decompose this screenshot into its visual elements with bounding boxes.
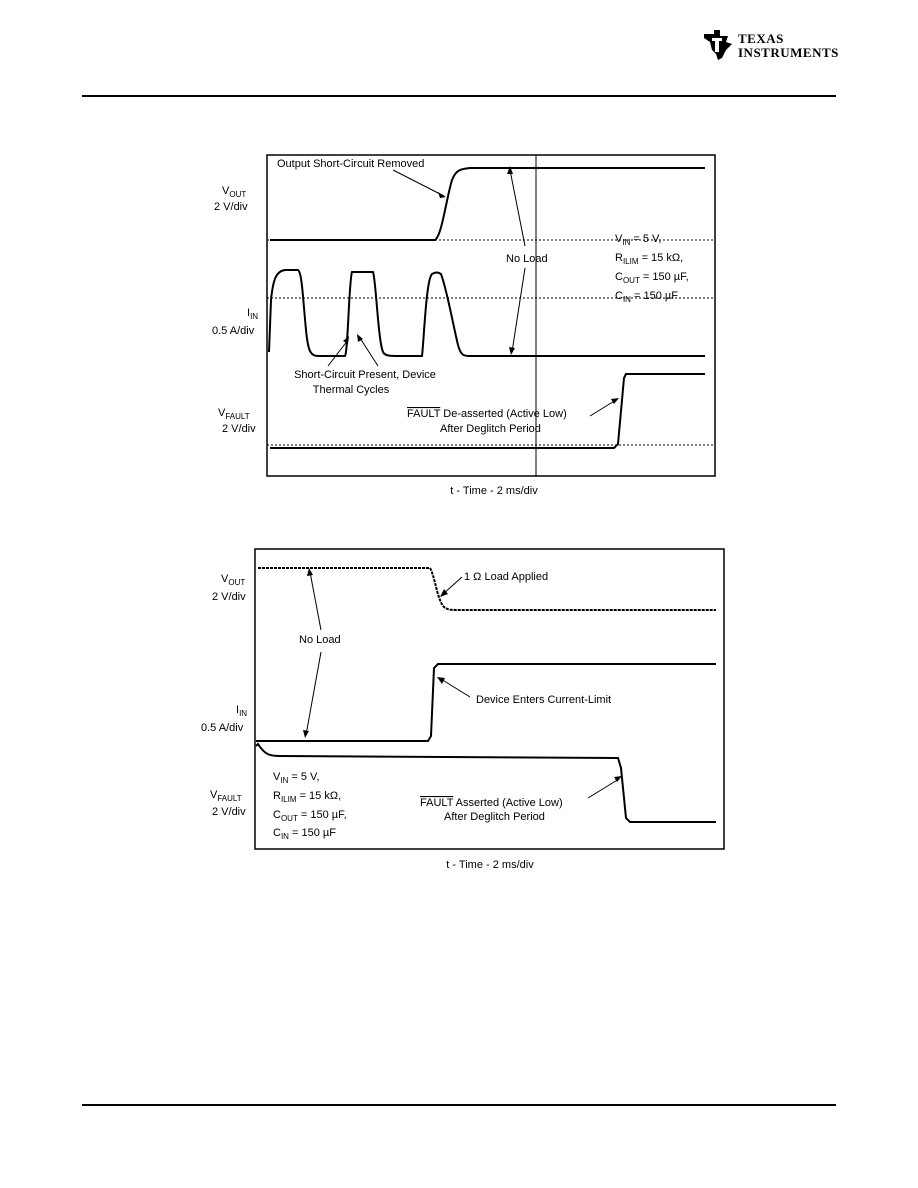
- ann-fault2-1: After Deglitch Period: [440, 423, 541, 435]
- ch-vout-sub-1: OUT: [229, 190, 247, 199]
- arrowhead-noload-up-2: [307, 568, 313, 576]
- arrow-fault-2: [588, 779, 619, 798]
- ann-climit-2: Device Enters Current-Limit: [476, 694, 612, 706]
- ch-fault-label-2: [210, 789, 242, 803]
- fault-overbar-2: FAULT: [420, 797, 454, 809]
- ch-iin-main-1: I: [247, 307, 251, 319]
- cond-1-sub: ILIM: [622, 257, 639, 266]
- footer-rule: [82, 1104, 836, 1106]
- cond-1-rest: = 15 kΩ,: [638, 252, 684, 264]
- ch-fault-main-1: V: [218, 407, 226, 419]
- ch-vout-main-2: V: [221, 573, 229, 585]
- arrowhead-noload-down-1: [509, 347, 515, 355]
- cond-2-2: [273, 809, 347, 823]
- cond-1-main: R: [615, 252, 623, 264]
- ann-short2-1: Thermal Cycles: [312, 384, 390, 396]
- arrow-noload-down-1: [512, 268, 525, 352]
- cond-3-2: [273, 827, 336, 841]
- ann-noload-2: No Load: [299, 634, 341, 646]
- cond2-2-sub: OUT: [280, 814, 298, 823]
- cond-3-1: [615, 290, 678, 304]
- cond-2-main: C: [615, 271, 623, 283]
- scope-plot-2: [201, 549, 724, 871]
- ch-fault-sub-2: FAULT: [217, 794, 242, 803]
- cond-2-1: [615, 271, 689, 285]
- cond-0-1: [615, 233, 661, 247]
- cond2-0-main: V: [273, 771, 281, 783]
- ch-fault-scale-1: 2 V/div: [222, 423, 256, 435]
- arrowhead-short-a-1: [343, 336, 349, 344]
- arrow-noload-up-1: [510, 170, 525, 246]
- ch-vout-scale-1: 2 V/div: [214, 201, 248, 213]
- cond2-1-sub: ILIM: [280, 795, 297, 804]
- cond-1-2: [273, 790, 341, 804]
- ch-vout-sub-2: OUT: [228, 578, 246, 587]
- cond2-1-main: R: [273, 790, 281, 802]
- ch-iin-scale-1: 0.5 A/div: [212, 325, 255, 337]
- arrow-noload-up-2: [310, 572, 321, 630]
- trace-vout-1: [270, 168, 705, 240]
- company-line1: TEXAS: [738, 31, 784, 46]
- cond-3-sub: IN: [622, 295, 631, 304]
- ch-vout-main-1: V: [222, 185, 230, 197]
- arrow-noload-down-2: [306, 652, 321, 735]
- cond-2-sub: OUT: [622, 276, 640, 285]
- ann-fault1-1: [407, 408, 567, 420]
- ch-fault-main-2: V: [210, 789, 218, 801]
- ch-vout-scale-2: 2 V/div: [212, 591, 246, 603]
- fault-overbar-1: FAULT: [407, 408, 441, 420]
- arrow-removed-1: [393, 170, 444, 196]
- ann-noload-1: No Load: [506, 253, 548, 265]
- cond2-0-sub: IN: [280, 776, 289, 785]
- xlabel-2: t - Time - 2 ms/div: [446, 859, 534, 871]
- company-line2: INSTRUMENTS: [738, 45, 839, 60]
- cond-0-sub: IN: [622, 238, 631, 247]
- scope-plot-1: [212, 155, 715, 497]
- arrowhead-fault-1: [611, 398, 619, 404]
- cond-3-rest: = 150 µF: [630, 290, 678, 302]
- cond-1-1: [615, 252, 683, 266]
- ch-iin-sub-1: IN: [250, 312, 259, 321]
- cond-2-rest: = 150 µF,: [639, 271, 689, 283]
- ann-removed-1: Output Short-Circuit Removed: [277, 158, 425, 170]
- cond2-1-rest: = 15 kΩ,: [296, 790, 342, 802]
- cond-0-rest: = 5 V,: [630, 233, 662, 245]
- arrowhead-noload-down-2: [303, 730, 309, 738]
- fault-rest-2: Asserted (Active Low): [453, 797, 563, 809]
- cond2-3-sub: IN: [280, 832, 289, 841]
- arrow-climit-2: [441, 679, 470, 697]
- ann-fault2-2: After Deglitch Period: [444, 811, 545, 823]
- xlabel-1: t - Time - 2 ms/div: [450, 485, 538, 497]
- cond2-3-rest: = 150 µF: [288, 827, 336, 839]
- arrow-fault-1: [590, 400, 616, 416]
- ch-iin-label-2: [236, 704, 247, 718]
- ann-fault1-2: [420, 797, 563, 809]
- ch-vout-label-2: [221, 573, 245, 587]
- cond2-2-rest: = 150 µF,: [297, 809, 347, 821]
- arrowhead-removed-1: [438, 192, 446, 198]
- ann-short1-1: Short-Circuit Present, Device: [294, 369, 436, 381]
- ch-iin-scale-2: 0.5 A/div: [201, 722, 244, 734]
- cond2-0-rest: = 5 V,: [288, 771, 320, 783]
- arrow-short-b-1: [360, 338, 378, 366]
- ann-load-2: 1 Ω Load Applied: [464, 571, 549, 583]
- cond2-3-main: C: [273, 827, 281, 839]
- cond-0-2: [273, 771, 319, 785]
- ch-iin-label-1: [247, 307, 258, 321]
- ch-fault-label-1: [218, 407, 250, 421]
- ch-iin-main-2: I: [236, 704, 240, 716]
- ch-fault-scale-2: 2 V/div: [212, 806, 246, 818]
- ch-fault-sub-1: FAULT: [225, 412, 250, 421]
- fault-rest-1: De-asserted (Active Low): [440, 408, 567, 420]
- cond-3-main: C: [615, 290, 623, 302]
- cond-0-main: V: [615, 233, 623, 245]
- ch-vout-label-1: [222, 185, 246, 199]
- cond2-2-main: C: [273, 809, 281, 821]
- ch-iin-sub-2: IN: [239, 709, 248, 718]
